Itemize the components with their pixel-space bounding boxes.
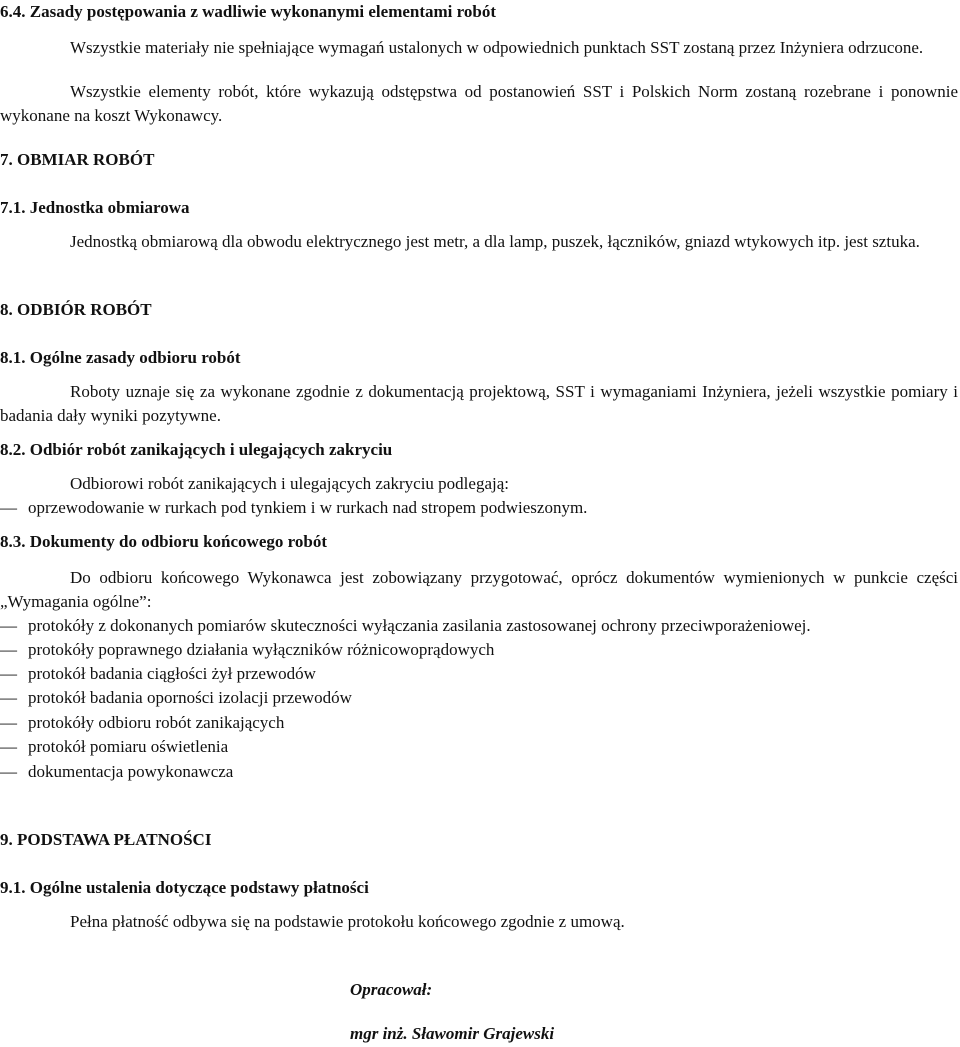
section-8-3-paragraph: Do odbioru końcowego Wykonawca jest zobowiązany przygotować, oprócz dokumentów wymienionych w punkcie części „Wymagania ogólne”: [0, 568, 958, 611]
dash-bullet: — [0, 616, 17, 635]
list-item [0, 760, 958, 784]
dash-bullet: — [0, 664, 17, 683]
list-item [0, 496, 958, 520]
section-8-2-heading: 8.2. Odbiór robót zanikających i ulegających zakryciu [0, 440, 393, 459]
section-7-heading: 7. OBMIAR ROBÓT [0, 150, 155, 169]
dash-bullet: — [0, 762, 17, 781]
section-9-1-paragraph: Pełna płatność odbywa się na podstawie protokołu końcowego zgodnie z umową. [70, 912, 625, 931]
signature-name: mgr inż. Sławomir Grajewski [350, 1024, 555, 1043]
section-7-1-heading: 7.1. Jednostka obmiarowa [0, 198, 190, 217]
section-6-4-heading: 6.4. Zasady postępowania z wadliwie wykonanymi elementami robót [0, 2, 497, 21]
section-9-heading: 9. PODSTAWA PŁATNOŚCI [0, 830, 212, 849]
list-item-text: dokumentacja powykonawcza [28, 762, 234, 781]
dash-bullet: — [0, 688, 17, 707]
list-item-text: protokóły poprawnego działania wyłączników różnicowoprądowych [28, 640, 495, 659]
section-8-heading: 8. ODBIÓR ROBÓT [0, 300, 152, 319]
section-6-4-paragraph-2: Wszystkie elementy robót, które wykazują odstępstwa od postanowień SST i Polskich Norm zostaną rozebrane i ponownie wykonane na koszt Wykonawcy. [0, 82, 958, 125]
dash-bullet: — [0, 640, 17, 659]
list-item-text: protokóły odbioru robót zanikających [28, 713, 285, 732]
list-item [0, 662, 958, 686]
section-8-1-heading: 8.1. Ogólne zasady odbioru robót [0, 348, 241, 367]
list-item [0, 711, 958, 735]
list-item [0, 614, 958, 638]
list-item [0, 686, 958, 710]
list-item-text: protokół badania oporności izolacji przewodów [28, 688, 352, 707]
list-item-text: protokół badania ciągłości żył przewodów [28, 664, 316, 683]
list-item [0, 638, 958, 662]
dash-bullet: — [0, 498, 17, 517]
signature-label: Opracował: [350, 980, 433, 999]
section-7-1-paragraph: Jednostką obmiarową dla obwodu elektrycznego jest metr, a dla lamp, puszek, łączników, gniazd wtykowych itp. jest sztuka. [70, 232, 920, 251]
list-item [0, 735, 958, 759]
list-item-text: oprzewodowanie w rurkach pod tynkiem i w rurkach nad stropem podwieszonym. [28, 498, 588, 517]
section-9-1-heading: 9.1. Ogólne ustalenia dotyczące podstawy płatności [0, 878, 369, 897]
dash-bullet: — [0, 713, 17, 732]
list-item-text: protokóły z dokonanych pomiarów skuteczności wyłączania zasilania zastosowanej ochrony przeciwporażeniowej. [28, 616, 811, 635]
section-6-4-paragraph-1: Wszystkie materiały nie spełniające wymagań ustalonych w odpowiednich punktach SST zostaną przez Inżyniera odrzucone. [70, 38, 924, 57]
section-8-2-paragraph: Odbiorowi robót zanikających i ulegających zakryciu podlegają: [70, 474, 509, 493]
dash-bullet: — [0, 737, 17, 756]
list-item-text: protokół pomiaru oświetlenia [28, 737, 229, 756]
section-8-1-paragraph: Roboty uznaje się za wykonane zgodnie z dokumentacją projektową, SST i wymaganiami Inżyniera, jeżeli wszystkie pomiary i badania dały wyniki pozytywne. [0, 382, 958, 425]
section-8-3-heading: 8.3. Dokumenty do odbioru końcowego robót [0, 532, 327, 551]
